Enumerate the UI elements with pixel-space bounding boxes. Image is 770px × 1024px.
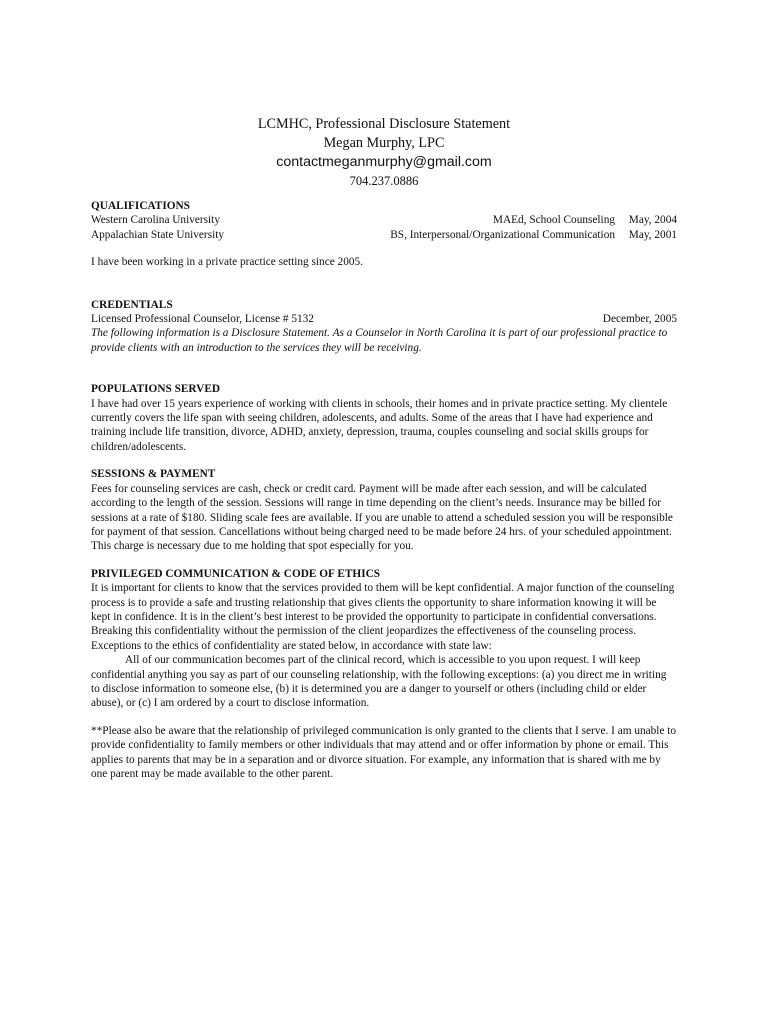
qualification-degree: MAEd, School Counseling: [492, 214, 615, 227]
qualification-date: May, 2001: [628, 228, 677, 241]
document-title: LCMHC, Professional Disclosure Statement: [257, 116, 511, 132]
credentials-section: [91, 298, 677, 356]
sessions-heading: SESSIONS & PAYMENT: [91, 468, 216, 481]
qualification-date: May, 2004: [628, 214, 677, 227]
credentials-heading: CREDENTIALS: [91, 298, 173, 311]
qualification-degree: BS, Interpersonal/Organizational Communication: [390, 228, 615, 241]
qualification-row: [91, 213, 677, 227]
privileged-heading: PRIVILEGED COMMUNICATION & CODE OF ETHICS: [91, 567, 381, 580]
qualifications-section: [91, 199, 677, 270]
sessions-section: [91, 467, 677, 553]
license-text: Licensed Professional Counselor, License # 5132: [91, 313, 314, 326]
qualification-row: [91, 228, 677, 242]
populations-text: I have had over 15 years experience of working with clients in schools, their homes and in private practice setting. My clientele currently covers the life span with seeing children, adolescents, and adults. Some of the areas that I have had experience and training include life transition, divorce, ADHD, anxiety, depression, trauma, couples counseling and social skills groups for children/adolescents.: [91, 397, 668, 453]
counselor-name: Megan Murphy, LPC: [323, 135, 445, 151]
privileged-text-1: It is important for clients to know that the services provided to them will be kept confidential. A major function of the counseling process is to provide a safe and trusting relationship that gives clients the opportunity to share information knowing it will be kept in confidence. It is in the client’s best interest to be provided the opportunity to participate in confidential conversations. Breaking this confidentiality without the permission of the client jeopardizes the effectiveness of the counseling process. Exceptions to the ethics of confidentiality are stated below, in accordance with state law:: [91, 582, 675, 652]
privileged-text-3: **Please also be aware that the relationship of privileged communication is only granted to the clients that I serve. I am unable to provide confidentiality to family members or other individuals that may attend and or offer information by phone or email. This applies to parents that may be in a separation and or divorce situation. For example, any information that is shared with me by one parent may be made available to the other parent.: [91, 724, 677, 780]
sessions-text: Fees for counseling services are cash, check or credit card. Payment will be made after each session, and will be calculated according to the length of the session. Sessions will range in time depending on the client’s needs. Insurance may be billed for sessions at a rate of $180. Sliding scale fees are available. If you are unable to attend a scheduled session you will be responsible for payment of that session. Cancellations without being charged need to be made before 24 hrs. of your scheduled appointment. This charge is necessary due to me holding that spot especially for you.: [91, 482, 673, 553]
populations-section: [91, 382, 677, 454]
contact-phone: 704.237.0886: [349, 174, 419, 188]
license-row: [91, 312, 677, 326]
privileged-section: [91, 567, 677, 782]
document-page: [91, 115, 677, 781]
privileged-text-2: All of our communication becomes part of the clinical record, which is accessible to you upon request. I will keep confidential anything you say as part of our counseling relationship, with the following exceptions: (a) you direct me in writing to disclose information to someone else, (b) it is determined you are a danger to yourself or others (including child or elder abuse), or (c) I am ordered by a court to disclose information.: [91, 654, 667, 710]
license-date: December, 2005: [602, 313, 677, 326]
document-header: [91, 115, 677, 191]
qualification-school: Western Carolina University: [91, 214, 220, 227]
qualifications-heading: QUALIFICATIONS: [91, 200, 190, 212]
populations-heading: POPULATIONS SERVED: [91, 383, 221, 396]
disclosure-statement: The following information is a Disclosure Statement. As a Counselor in North Carolina it is part of our professional practice to provide clients with an introduction to the services they will be receiving.: [91, 327, 668, 354]
qualification-school: Appalachian State University: [91, 228, 225, 241]
contact-email: contactmeganmurphy@gmail.com: [276, 154, 492, 170]
practice-note: I have been working in a private practice setting since 2005.: [91, 256, 363, 269]
